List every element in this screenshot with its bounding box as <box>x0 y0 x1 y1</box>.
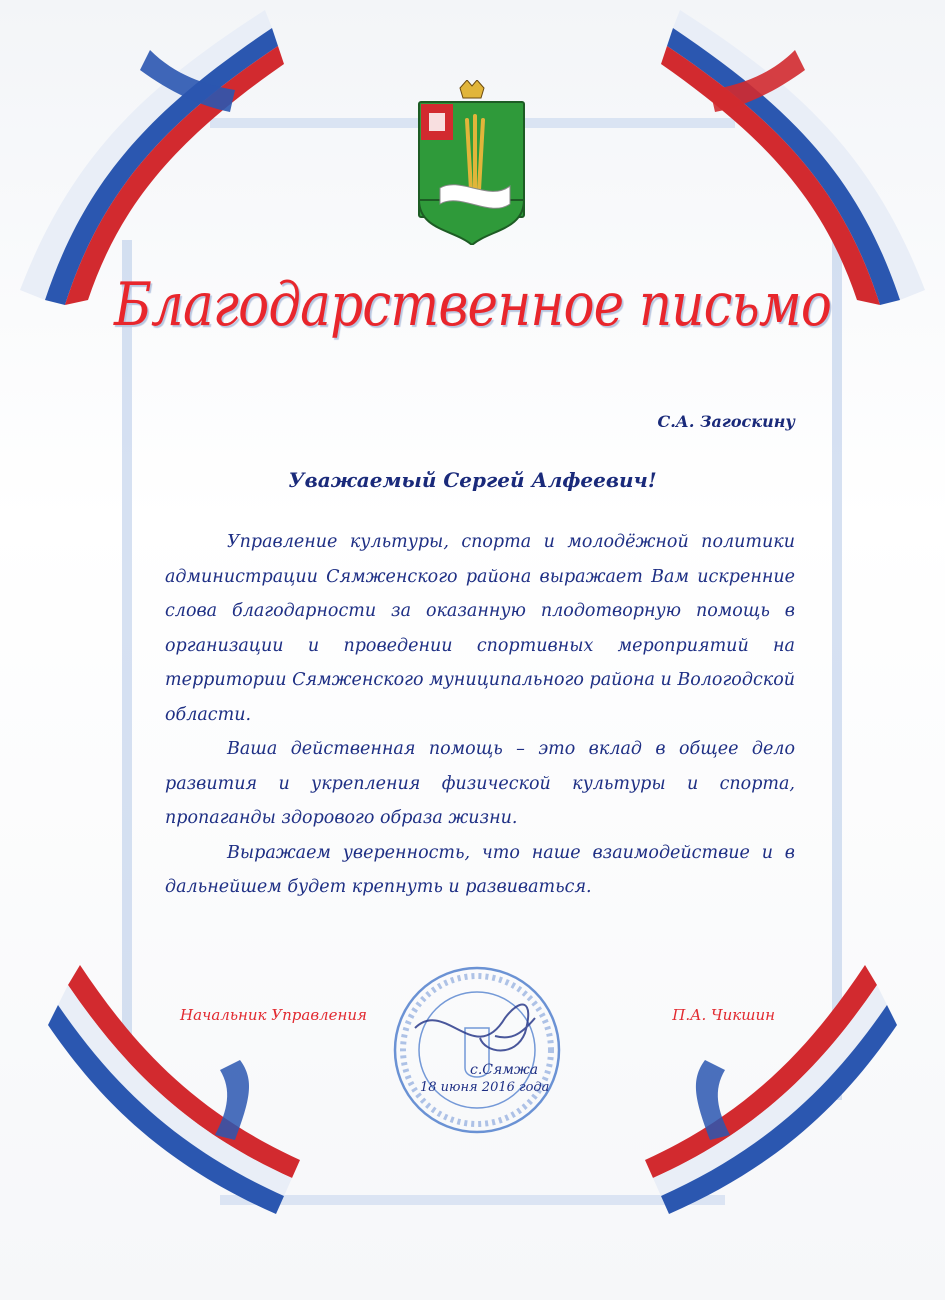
ribbon-bottom-left <box>48 965 300 1214</box>
signer-name: П.А. Чикшин <box>672 1006 775 1024</box>
ribbon-top-left <box>20 10 284 305</box>
paragraph: Выражаем уверенность, что наше взаимодействие и в дальнейшем будет крепнуть и развиваться. <box>165 842 795 897</box>
salutation: Уважаемый Сергей Алфеевич! <box>288 468 657 492</box>
paragraph: Ваша действенная помощь – это вклад в общее дело развития и укрепления физической культуры и спорта, пропаганды здорового образа жизни. <box>165 739 795 828</box>
paragraph: Управление культуры, спорта и молодёжной политики администрации Сямженского района выражает Вам искренние слова благодарности за оказанную плодотворную помощь в организации и проведении спортивных мероприятий на территории Сямженского муниципального района и Вологодской области. <box>165 532 795 725</box>
coat-of-arms-icon <box>415 80 530 245</box>
signing-date: 18 июня 2016 года <box>420 1080 550 1095</box>
letter-title: Благодарственное письмо <box>113 270 832 340</box>
signing-place: с.Сямжа <box>470 1062 539 1078</box>
ribbon-top-right <box>661 10 925 305</box>
signer-position: Начальник Управления <box>180 1006 367 1024</box>
ribbon-bottom-right <box>645 965 897 1214</box>
official-stamp-icon <box>385 958 570 1143</box>
addressee: С.А. Загоскину <box>657 412 795 431</box>
letter-body <box>165 525 795 905</box>
